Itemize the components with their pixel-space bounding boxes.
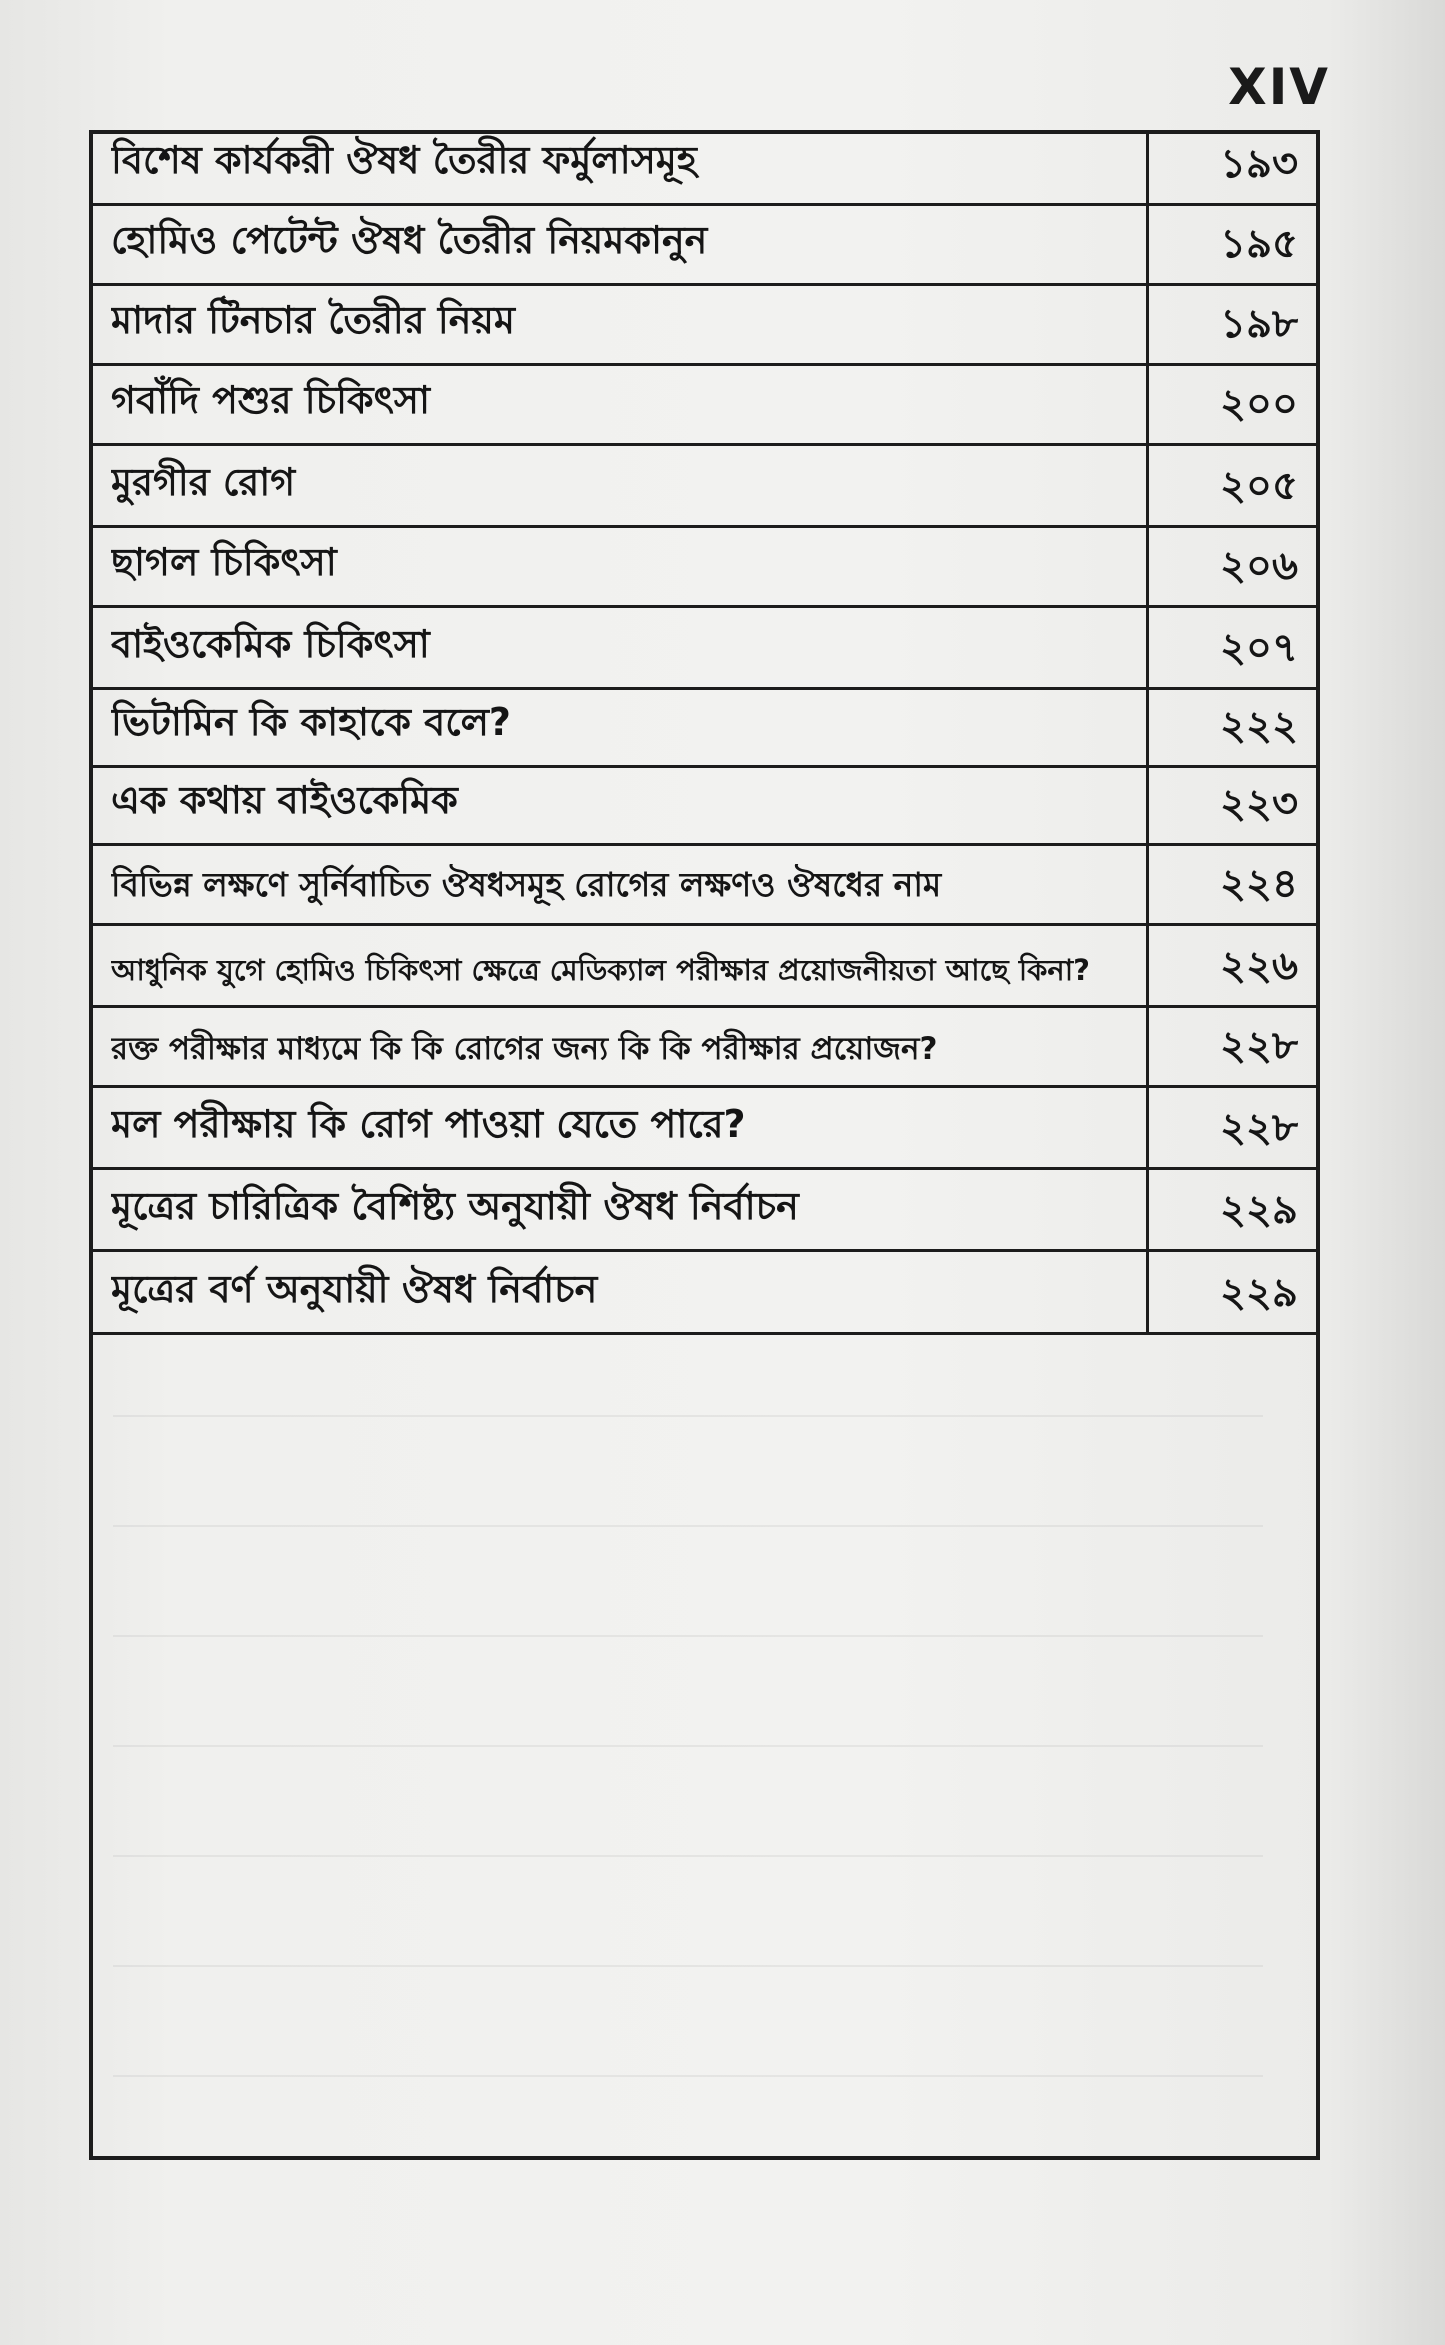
toc-entry-title: মূত্রের বর্ণ অনুযায়ী ঔষধ নির্বাচন xyxy=(111,1267,598,1311)
empty-table-area xyxy=(93,1335,1316,2160)
toc-entry-title: বাইওকেমিক চিকিৎসা xyxy=(111,622,430,666)
toc-entry-title: মল পরীক্ষায় কি রোগ পাওয়া যেতে পারে? xyxy=(111,1102,746,1146)
bleed-through-line xyxy=(113,1525,1263,1527)
bleed-through-line xyxy=(113,1965,1263,1967)
toc-entry-title: বিভিন্ন লক্ষণে সুর্নিবাচিত ঔষধসমূহ রোগের লক্ষণও ঔষধের নাম xyxy=(111,865,942,904)
toc-entry-page: ২২৯ xyxy=(1220,1270,1298,1316)
toc-entry-title: গবাঁদি পশুর চিকিৎসা xyxy=(111,378,431,422)
toc-entry-page: ২০০ xyxy=(1219,381,1298,427)
bleed-through-line xyxy=(113,1415,1263,1417)
toc-entry-title: এক কথায় বাইওকেমিক xyxy=(111,778,458,822)
toc-row xyxy=(93,690,1316,768)
toc-entry-page: ২২৯ xyxy=(1220,1187,1298,1233)
toc-entry-title: বিশেষ কার্যকরী ঔষধ তৈরীর ফর্মুলাসমূহ xyxy=(111,138,697,182)
toc-entry-title: মুরগীর রোগ xyxy=(111,460,296,504)
toc-entry-page: ১৯৩ xyxy=(1220,141,1298,187)
toc-row xyxy=(93,768,1316,846)
toc-entry-page: ১৯৮ xyxy=(1220,301,1298,347)
toc-entry-title: রক্ত পরীক্ষার মাধ্যমে কি কি রোগের জন্য কি কি পরীক্ষার প্রয়োজন? xyxy=(111,1031,938,1067)
toc-entry-page: ২২৩ xyxy=(1219,781,1298,827)
toc-entry-page: ২০৭ xyxy=(1219,625,1298,671)
toc-row xyxy=(93,1252,1316,1335)
toc-entry-page: ২০৬ xyxy=(1219,543,1298,589)
toc-row xyxy=(93,366,1316,446)
toc-entry-page: ১৯৫ xyxy=(1220,221,1298,267)
toc-entry-page: ২২৪ xyxy=(1220,861,1298,907)
bleed-through-line xyxy=(113,2075,1263,2077)
toc-row xyxy=(93,1170,1316,1252)
toc-entry-page: ২২৮ xyxy=(1220,1023,1298,1069)
bleed-through-line xyxy=(113,1745,1263,1747)
table-of-contents xyxy=(89,130,1320,2160)
toc-entry-title: ছাগল চিকিৎসা xyxy=(111,540,337,584)
toc-entry-page: ২২৮ xyxy=(1220,1105,1298,1151)
toc-entry-title: মাদার টিনচার তৈরীর নিয়ম xyxy=(111,298,515,342)
bleed-through-line xyxy=(113,1635,1263,1637)
toc-row xyxy=(93,286,1316,366)
toc-entry-page: ২০৫ xyxy=(1220,463,1298,509)
toc-entry-title: মূত্রের চারিত্রিক বৈশিষ্ট্য অনুযায়ী ঔষধ নির্বাচন xyxy=(111,1184,799,1228)
toc-row xyxy=(93,608,1316,690)
toc-entry-page: ২২৬ xyxy=(1219,943,1298,989)
toc-row xyxy=(93,1088,1316,1170)
toc-row xyxy=(93,926,1316,1008)
toc-row xyxy=(93,528,1316,608)
page-number: XIV xyxy=(1228,58,1330,116)
toc-row xyxy=(93,1008,1316,1088)
toc-row xyxy=(93,846,1316,926)
toc-row xyxy=(93,446,1316,528)
toc-row xyxy=(93,134,1316,206)
toc-entry-title: ভিটামিন কি কাহাকে বলে? xyxy=(111,700,511,744)
toc-entry-title: হোমিও পেটেন্ট ঔষধ তৈরীর নিয়মকানুন xyxy=(111,218,708,262)
toc-entry-title: আধুনিক যুগে হোমিও চিকিৎসা ক্ষেত্রে মেডিক্যাল পরীক্ষার প্রয়োজনীয়তা আছে কিনা? xyxy=(111,953,1090,987)
toc-entry-page: ২২২ xyxy=(1219,703,1298,749)
toc-row xyxy=(93,206,1316,286)
bleed-through-line xyxy=(113,1855,1263,1857)
